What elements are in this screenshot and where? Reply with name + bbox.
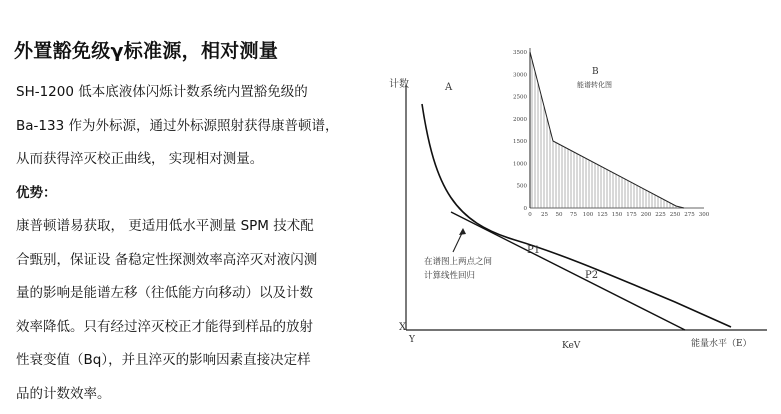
advantages-line: 合甄别，保证设 备稳定性探测效率高淬灭对液闪测 — [16, 251, 318, 268]
point-p1-label: P1 — [527, 245, 541, 256]
inset-x-tick-label: 200 — [640, 212, 652, 218]
inset-y-tick-label: 1000 — [513, 161, 527, 168]
inset-x-tick-label: 250 — [669, 212, 681, 218]
inset-spectrum-chart — [513, 48, 710, 218]
paragraph-line: 从而获得淬灭校正曲线， 实现相对测量。 — [16, 151, 264, 167]
inset-x-tick-label: 125 — [597, 212, 608, 218]
origin-y-label: Y — [409, 335, 415, 345]
inset-y-ticks — [513, 50, 528, 212]
inset-x-tick-label: 150 — [611, 212, 623, 218]
origin-x-label: X — [399, 322, 407, 333]
inset-y-tick-label: 2000 — [513, 116, 527, 123]
advantages-line: 性衰变值（Bq），并且淬灭的影响因素直接决定样 — [16, 352, 311, 368]
inset-x-tick-label: 225 — [655, 212, 666, 218]
inset-x-tick-label: 100 — [582, 212, 594, 218]
point-p2-label: P2 — [585, 270, 599, 281]
inset-x-ticks — [528, 212, 709, 218]
inset-title: 能谱转化图 — [577, 81, 612, 89]
inset-y-tick-label: 0 — [523, 206, 527, 212]
x-unit-label: KeV — [562, 341, 581, 351]
regression-line — [451, 212, 685, 330]
x-axis-label: 能量水平（E） — [691, 339, 752, 349]
inset-y-tick-label: 1500 — [513, 139, 527, 146]
inset-x-tick-label: 175 — [626, 212, 637, 218]
annotation-arrowhead-icon — [459, 228, 466, 235]
inset-x-tick-label: 300 — [698, 212, 710, 218]
annotation-line-2: 计算线性回归 — [424, 271, 476, 281]
page-title: 外置豁免级γ标准源，相对测量 — [14, 40, 279, 62]
inset-y-tick-label: 3000 — [513, 72, 527, 79]
advantages-line: 效率降低。只有经过淬灭校正才能得到样品的放射 — [16, 318, 313, 335]
y-axis-label: 计数 — [389, 79, 409, 90]
advantages-heading: 优势： — [16, 184, 57, 201]
paragraph-line: Ba-133 作为外标源，通过外标源照射获得康普顿谱， — [16, 117, 339, 134]
inset-y-tick-label: 500 — [516, 183, 527, 190]
paragraph-line: SH-1200 低本底液体闪烁计数系统内置豁免级的 — [16, 84, 308, 100]
inset-y-tick-label: 3500 — [513, 50, 527, 56]
advantages-line: 品的计数效率。 — [16, 385, 111, 402]
annotation-line-1: 在谱图上两点之间 — [424, 257, 493, 267]
inset-x-tick-label: 275 — [684, 212, 695, 218]
inset-y-tick-label: 2500 — [513, 94, 527, 101]
curve-a-label: A — [445, 82, 453, 93]
inset-x-tick-label: 75 — [570, 212, 577, 218]
quench-curve-figure — [375, 40, 775, 360]
inset-x-tick-label: 50 — [555, 212, 563, 218]
inset-x-tick-label: 0 — [528, 212, 532, 218]
inset-b-label: B — [592, 67, 599, 77]
advantages-line: 量的影响是能谱左移（往低能方向移动）以及计数 — [16, 285, 313, 301]
body-text — [16, 76, 361, 411]
advantages-line: 康普顿谱易获取， 更适用低水平测量 SPM 技术配 — [16, 218, 314, 234]
inset-x-tick-label: 25 — [541, 212, 548, 218]
